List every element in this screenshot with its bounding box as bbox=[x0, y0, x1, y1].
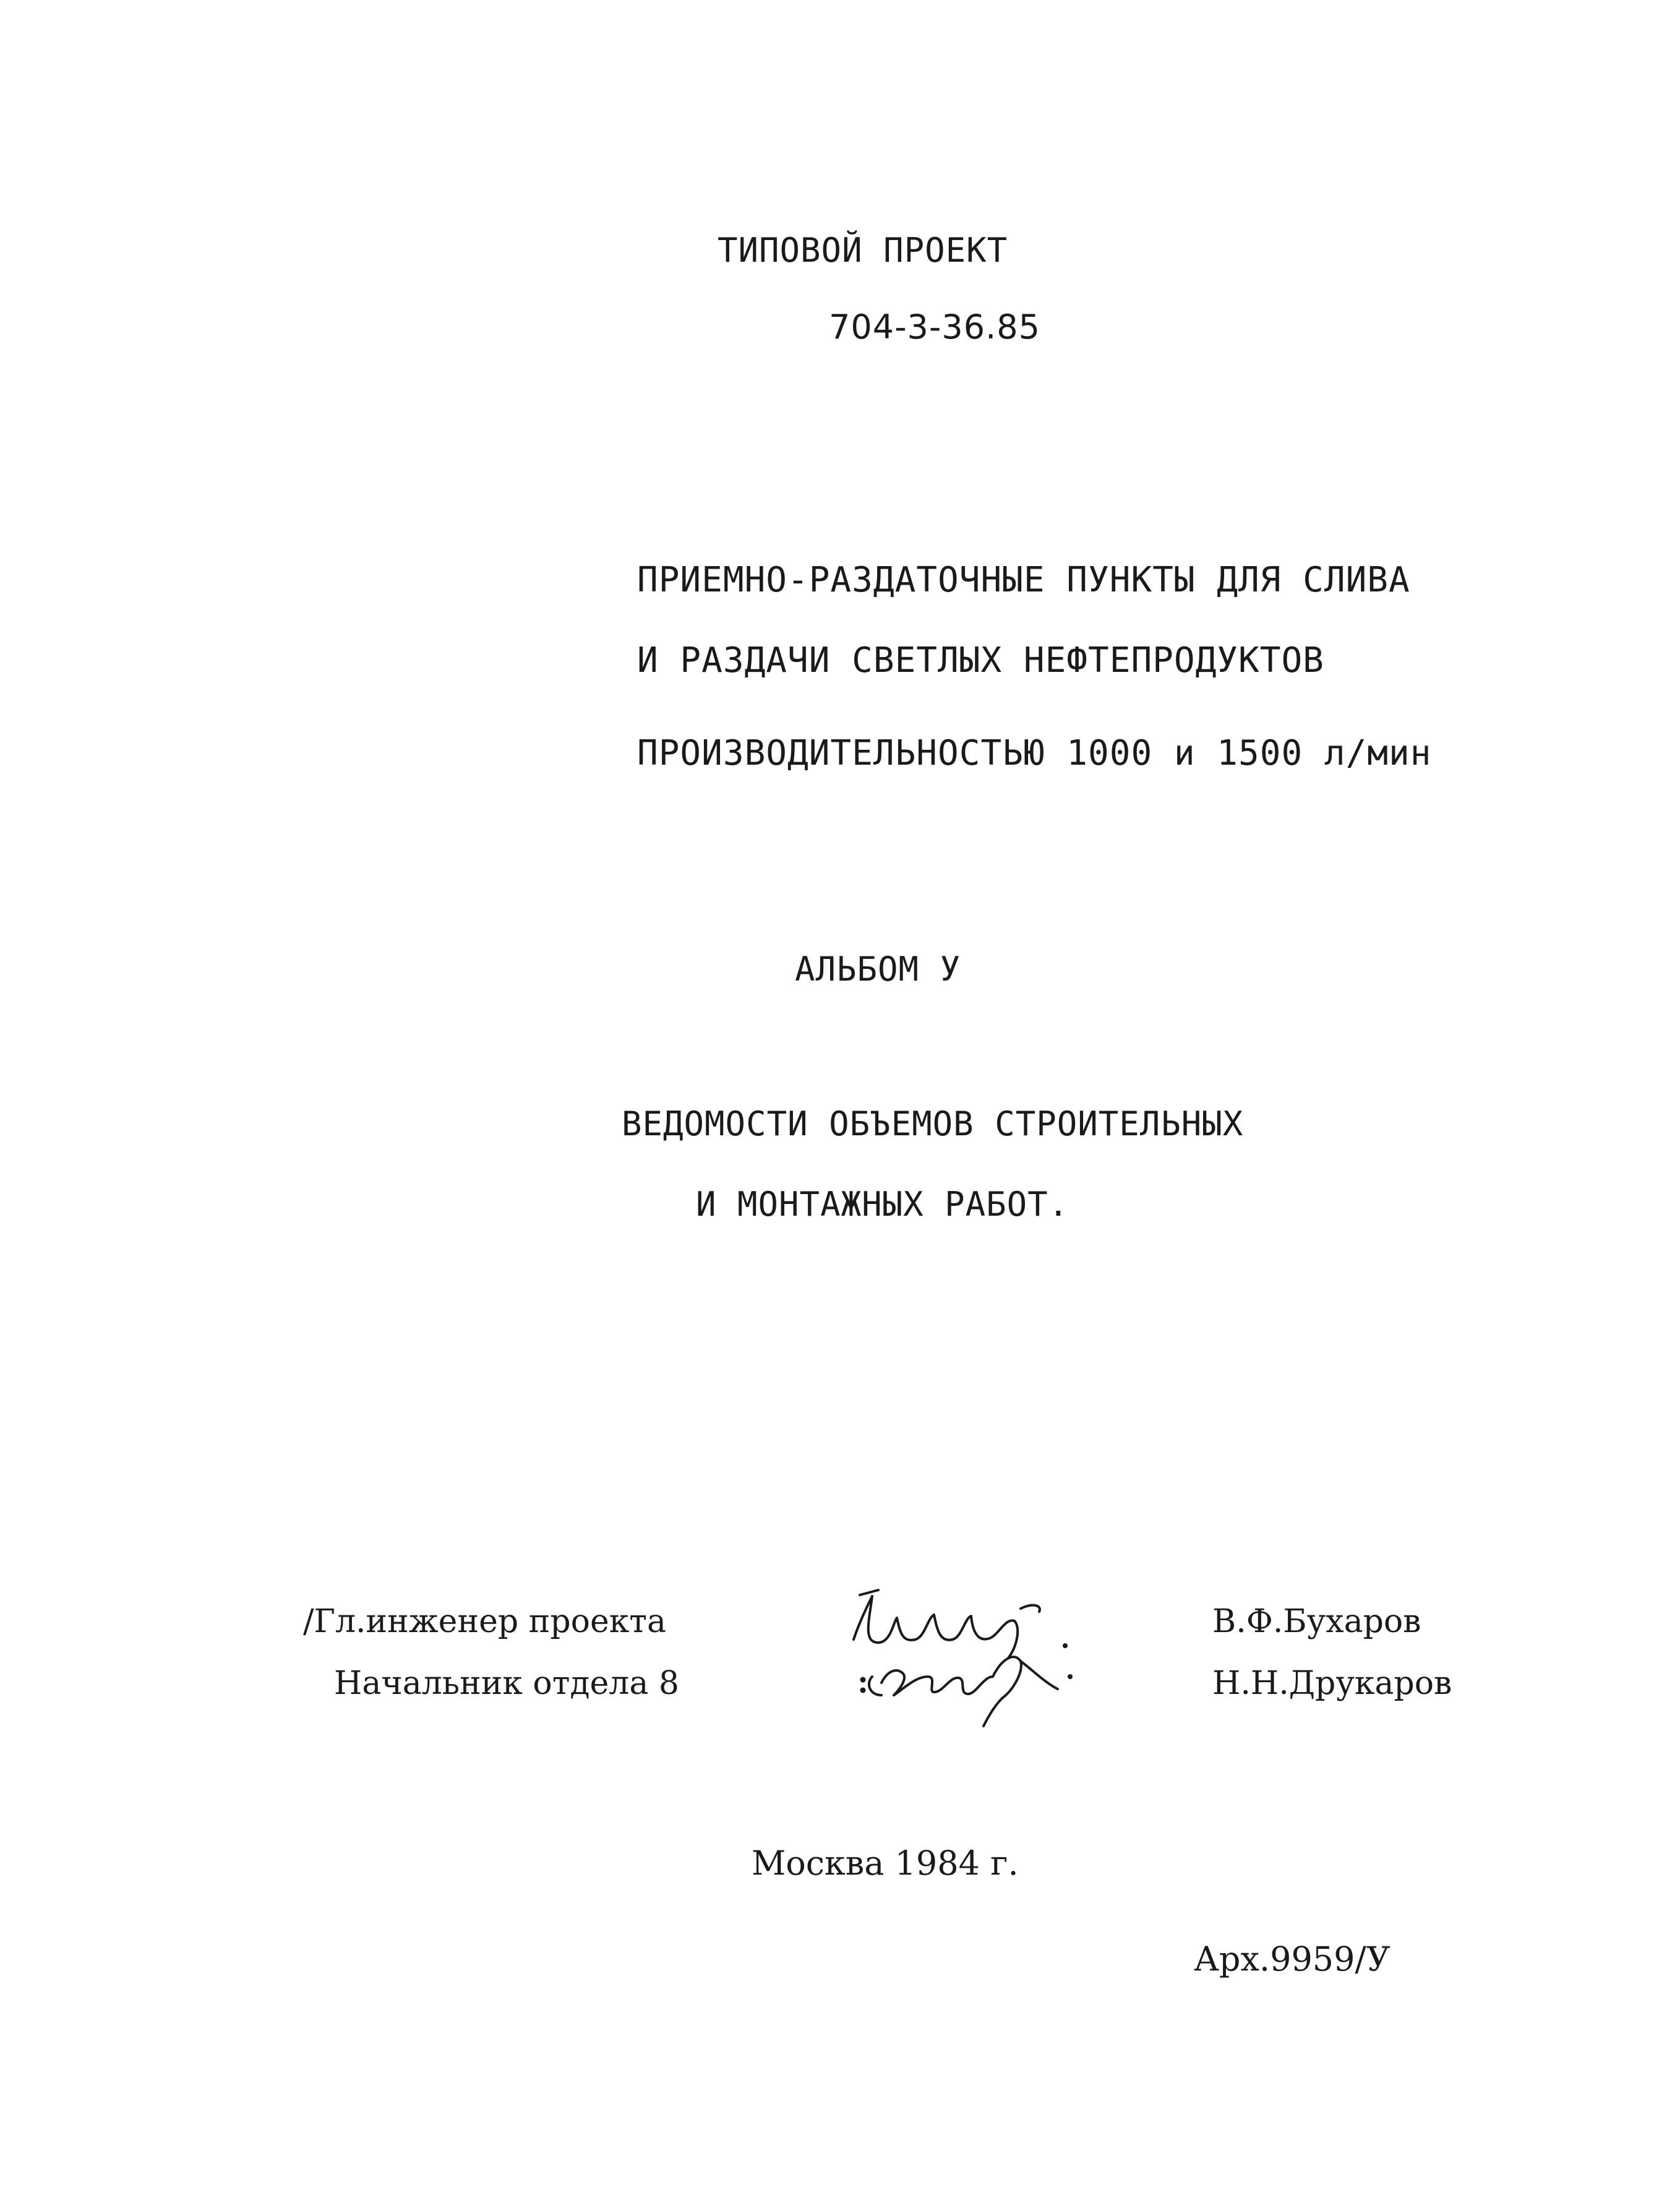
title-line-1: ПРИЕМНО-РАЗДАТОЧНЫЕ ПУНКТЫ ДЛЯ СЛИВА bbox=[637, 560, 1410, 600]
album-label: АЛЬБОМ У bbox=[795, 950, 961, 989]
title-line-3: ПРОИЗВОДИТЕЛЬНОСТЬЮ 1000 и 1500 л/мин bbox=[637, 733, 1432, 773]
title-line-2: И РАЗДАЧИ СВЕТЛЫХ НЕФТЕПРОДУКТОВ bbox=[637, 640, 1324, 681]
subtitle-line-2: И МОНТАЖНЫХ РАБОТ. bbox=[696, 1185, 1069, 1224]
signatory-role-2: Начальник отдела 8 bbox=[334, 1665, 679, 1702]
city-and-year: Москва 1984 г. bbox=[752, 1844, 1019, 1883]
document-type: ТИПОВОЙ ПРОЕКТ bbox=[718, 231, 1008, 270]
signatory-name-1: В.Ф.Бухаров bbox=[1212, 1603, 1421, 1640]
archive-number: Арх.9959/У bbox=[1194, 1940, 1391, 1979]
document-number: 704-3-36.85 bbox=[829, 307, 1040, 346]
subtitle-line-1: ВЕДОМОСТИ ОБЪЕМОВ СТРОИТЕЛЬНЫХ bbox=[622, 1104, 1244, 1143]
signatory-name-2: Н.Н.Друкаров bbox=[1212, 1665, 1452, 1702]
signatory-role-1: /Гл.инженер проекта bbox=[303, 1603, 666, 1640]
handwritten-signature bbox=[835, 1584, 1132, 1732]
